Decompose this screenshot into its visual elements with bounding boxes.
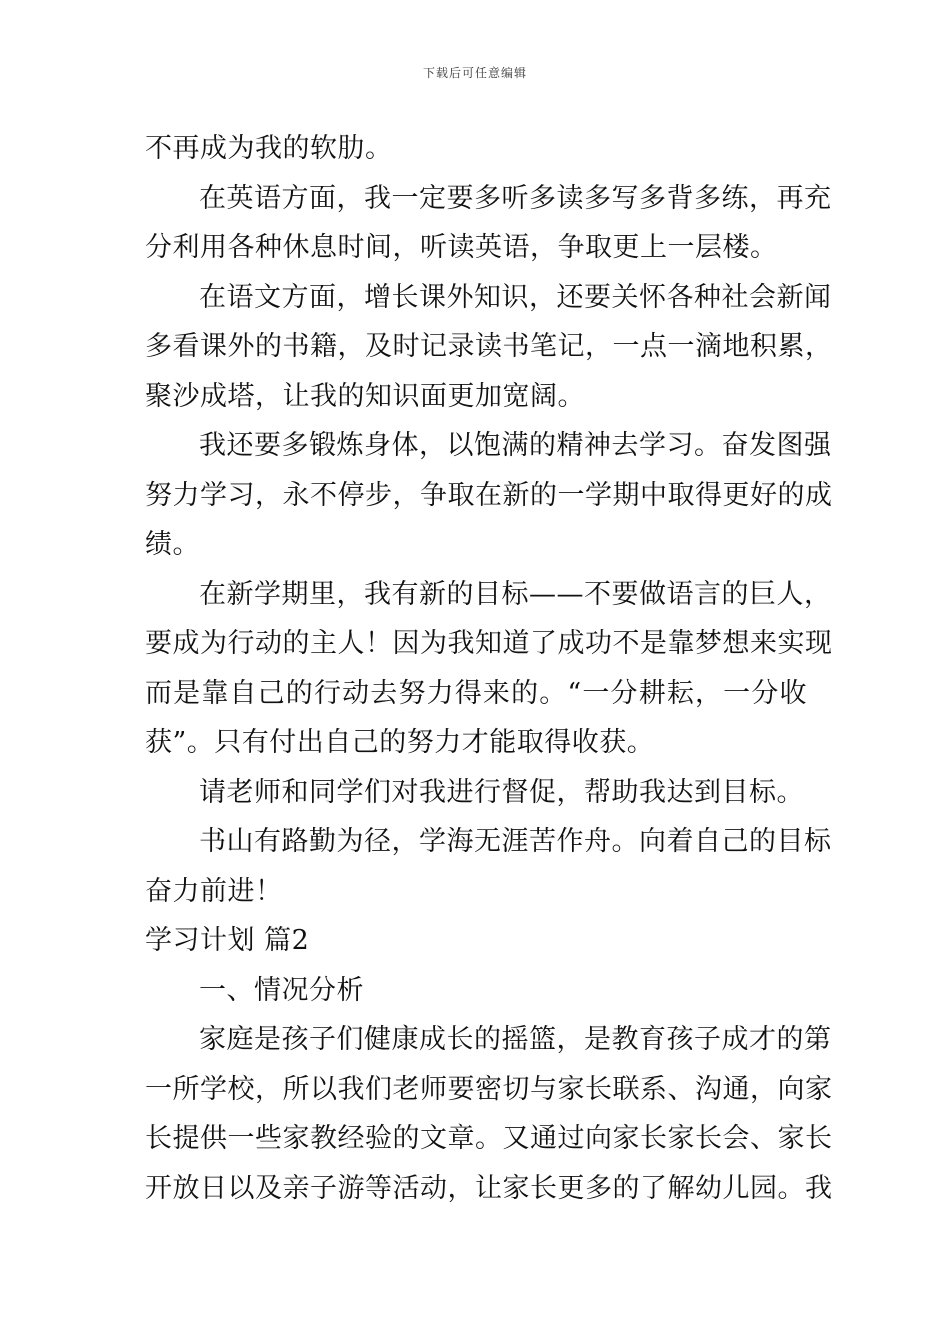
text-line: 要成为行动的主人！因为我知道了成功不是靠梦想来实现: [145, 628, 833, 659]
text-line: 在语文方面，增长课外知识，还要关怀各种社会新闻: [199, 281, 832, 313]
text-line: 长提供一些家教经验的文章。又通过向家长家长会、家长: [145, 1123, 833, 1154]
text-line: 在英语方面，我一定要多听多读多写多背多练，再充: [199, 182, 832, 214]
document-body: [145, 124, 833, 1213]
text-line: 我还要多锻炼身体，以饱满的精神去学习。奋发图强: [199, 430, 832, 461]
text-line: 在新学期里，我有新的目标——不要做语言的巨人，: [199, 578, 832, 610]
text-line: 请老师和同学们对我进行督促，帮助我达到目标。: [199, 776, 804, 808]
page-header-note: 下载后可任意编辑: [422, 66, 527, 80]
section-heading: 学习计划 篇2: [145, 925, 310, 956]
text-line: 多看课外的书籍，及时记录读书笔记，一点一滴地积累，: [145, 331, 833, 362]
text-line: 获”。只有付出自己的努力才能取得收获。: [145, 727, 655, 758]
text-line: 分利用各种休息时间，听读英语，争取更上一层楼。: [145, 232, 778, 263]
text-line: 家庭是孩子们健康成长的摇篮，是教育孩子成才的第: [199, 1024, 832, 1055]
text-line: 不再成为我的软肋。: [145, 133, 393, 164]
text-line: 奋力前进！: [145, 875, 283, 907]
subsection-heading: 一、情况分析: [199, 974, 364, 1006]
text-line: 书山有路勤为径，学海无涯苦作舟。向着自己的目标: [199, 826, 832, 857]
text-line: 绩。: [145, 529, 200, 560]
text-line: 一所学校，所以我们老师要密切与家长联系、沟通，向家: [145, 1073, 833, 1105]
text-line: 开放日以及亲子游等活动，让家长更多的了解幼儿园。我: [145, 1172, 833, 1204]
text-line: 努力学习，永不停步，争取在新的一学期中取得更好的成: [145, 479, 833, 511]
text-line: 而是靠自己的行动去努力得来的。“一分耕耘，一分收: [145, 677, 807, 709]
text-line: 聚沙成塔，让我的知识面更加宽阔。: [145, 380, 585, 412]
